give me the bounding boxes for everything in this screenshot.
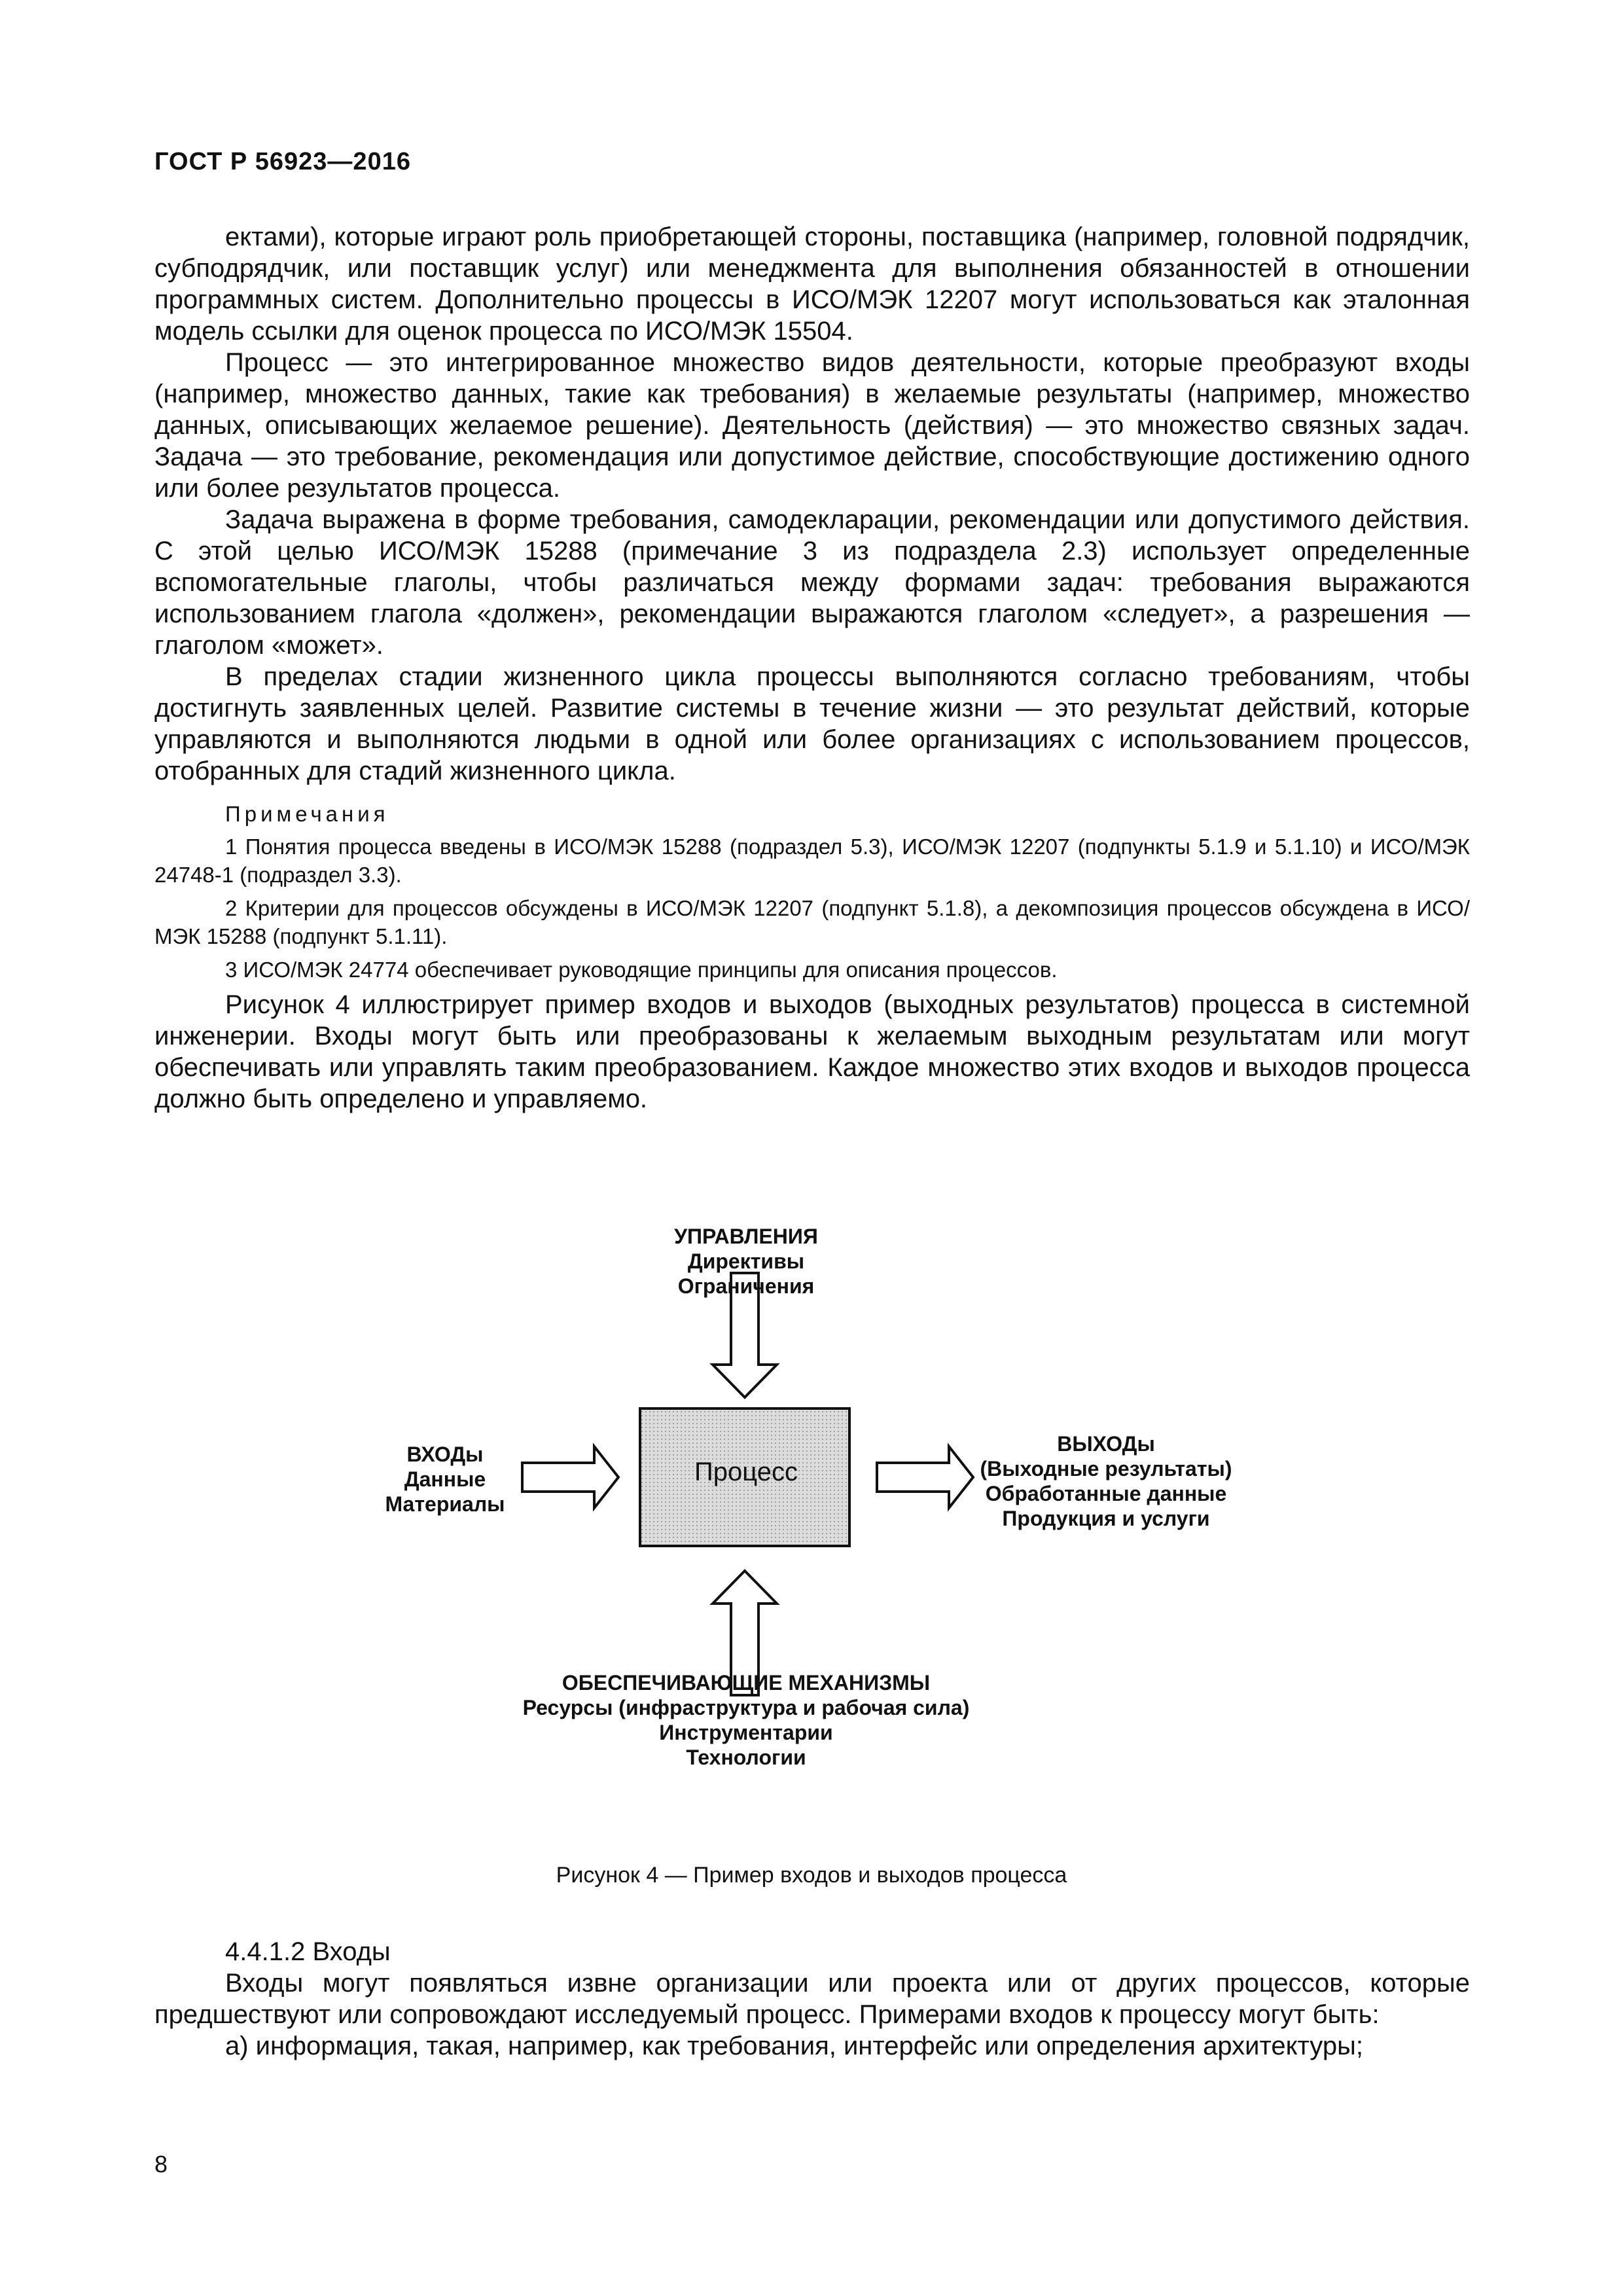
- process-label: Процесс: [694, 1458, 798, 1486]
- inputs-label: [366, 1442, 524, 1516]
- controls-line-3: Ограничения: [677, 1274, 815, 1298]
- inputs-line-3: Материалы: [385, 1492, 505, 1516]
- paragraph-3: Задача выражена в форме требования, самодекларации, рекомендации или допустимого действия. С этой целью ИСО/МЭК 15288 (примечание 3 из подраздела 2.3) использует определенные вспомогательные глаголы, чтобы различаться между формами задач: требования выражаются использованием глагола «должен», рекомендации выражаются глаголом «следует», а разрешения — глаголом «может».: [154, 505, 1470, 660]
- mechanisms-line-3: Инструментарии: [659, 1721, 833, 1744]
- list-item-a: а) информация, такая, например, как требования, интерфейс или определения архитектуры;: [225, 2032, 1363, 2060]
- figure-caption: Рисунок 4 — Пример входов и выходов процесса: [556, 1863, 1067, 1888]
- inputs-line-1: ВХОДы: [406, 1443, 484, 1466]
- mechanisms-line-2: Ресурсы (инфраструктура и рабочая сила): [522, 1696, 970, 1719]
- outputs-line-2: (Выходные результаты): [980, 1457, 1232, 1480]
- document-header: ГОСТ Р 56923—2016: [154, 148, 411, 175]
- mechanisms-line-4: Технологии: [686, 1746, 806, 1769]
- body-text: [154, 221, 1470, 1115]
- mechanisms-label: [484, 1670, 1008, 1770]
- note-2: 2 Критерии для процессов обсуждены в ИСО/МЭК 12207 (подпункт 5.1.8), а декомпозиция процессов обсуждена в ИСО/МЭК 15288 (подпункт 5.1.11).: [154, 896, 1470, 948]
- notes-title: Примечания: [225, 802, 389, 826]
- paragraph-1: ектами), которые играют роль приобретающей стороны, поставщика (например, головной подрядчик, субподрядчик, или поставщик услуг) или менеджмента для выполнения обязанностей в отношении программных систем. Дополнительно процессы в ИСО/МЭК 12207 могут использоваться как эталонная модель ссылки для оценок процесса по ИСО/МЭК 15504.: [154, 223, 1470, 346]
- outputs-line-3: Обработанные данные: [985, 1482, 1227, 1505]
- note-1: 1 Понятия процесса введены в ИСО/МЭК 15288 (подраздел 5.3), ИСО/МЭК 12207 (подпункты 5.1.9 и 5.1.10) и ИСО/МЭК 24748-1 (подраздел 3.3).: [154, 834, 1470, 887]
- controls-line-1: УПРАВЛЕНИЯ: [674, 1225, 818, 1248]
- outputs-arrow: [877, 1446, 973, 1508]
- page-number: 8: [154, 2151, 168, 2178]
- outputs-line-1: ВЫХОДы: [1057, 1432, 1155, 1456]
- paragraph-4: В пределах стадии жизненного цикла процессы выполняются согласно требованиям, чтобы достигнуть заявленных целей. Развитие системы в течение жизни — это результат действий, которые управляются и выполняются людьми в одной или более организациях с использованием процессов, отобранных для стадий жизненного цикла.: [154, 662, 1470, 785]
- controls-label: [648, 1224, 844, 1299]
- note-3: 3 ИСО/МЭК 24774 обеспечивает руководящие принципы для описания процессов.: [225, 958, 1058, 982]
- inputs-arrow: [522, 1446, 618, 1508]
- mechanisms-line-1: ОБЕСПЕЧИВАЮЩИЕ МЕХАНИЗМЫ: [562, 1671, 931, 1695]
- paragraph-5: Рисунок 4 иллюстрирует пример входов и выходов (выходных результатов) процесса в системной инженерии. Входы могут быть или преобразованы к желаемым выходным результатам или могут обеспечивать или управлять таким преобразованием. Каждое множество этих входов и выходов процесса должно быть определено и управляемо.: [154, 990, 1470, 1113]
- inputs-line-2: Данные: [404, 1467, 486, 1491]
- section-heading: 4.4.1.2 Входы: [225, 1937, 391, 1966]
- controls-line-2: Директивы: [687, 1249, 805, 1273]
- section-inputs: [154, 1936, 1470, 2062]
- paragraph-2: Процесс — это интегрированное множество видов деятельности, которые преобразуют входы (например, множество данных, такие как требования) в желаемые результаты (например, множество данных, описывающих желаемое решение). Деятельность (действия) — это множество связных задач. Задача — это требование, рекомендация или допустимое действие, способствующие достижению одного или более результатов процесса.: [154, 348, 1470, 503]
- outputs-line-4: Продукция и услуги: [1002, 1507, 1210, 1530]
- process-diagram: [0, 1217, 1623, 1806]
- outputs-label: [969, 1431, 1243, 1531]
- section-paragraph: Входы могут появляться извне организации или проекта или от других процессов, которые предшествуют или сопровождают исследуемый процесс. Примерами входов к процессу могут быть:: [154, 1969, 1470, 2029]
